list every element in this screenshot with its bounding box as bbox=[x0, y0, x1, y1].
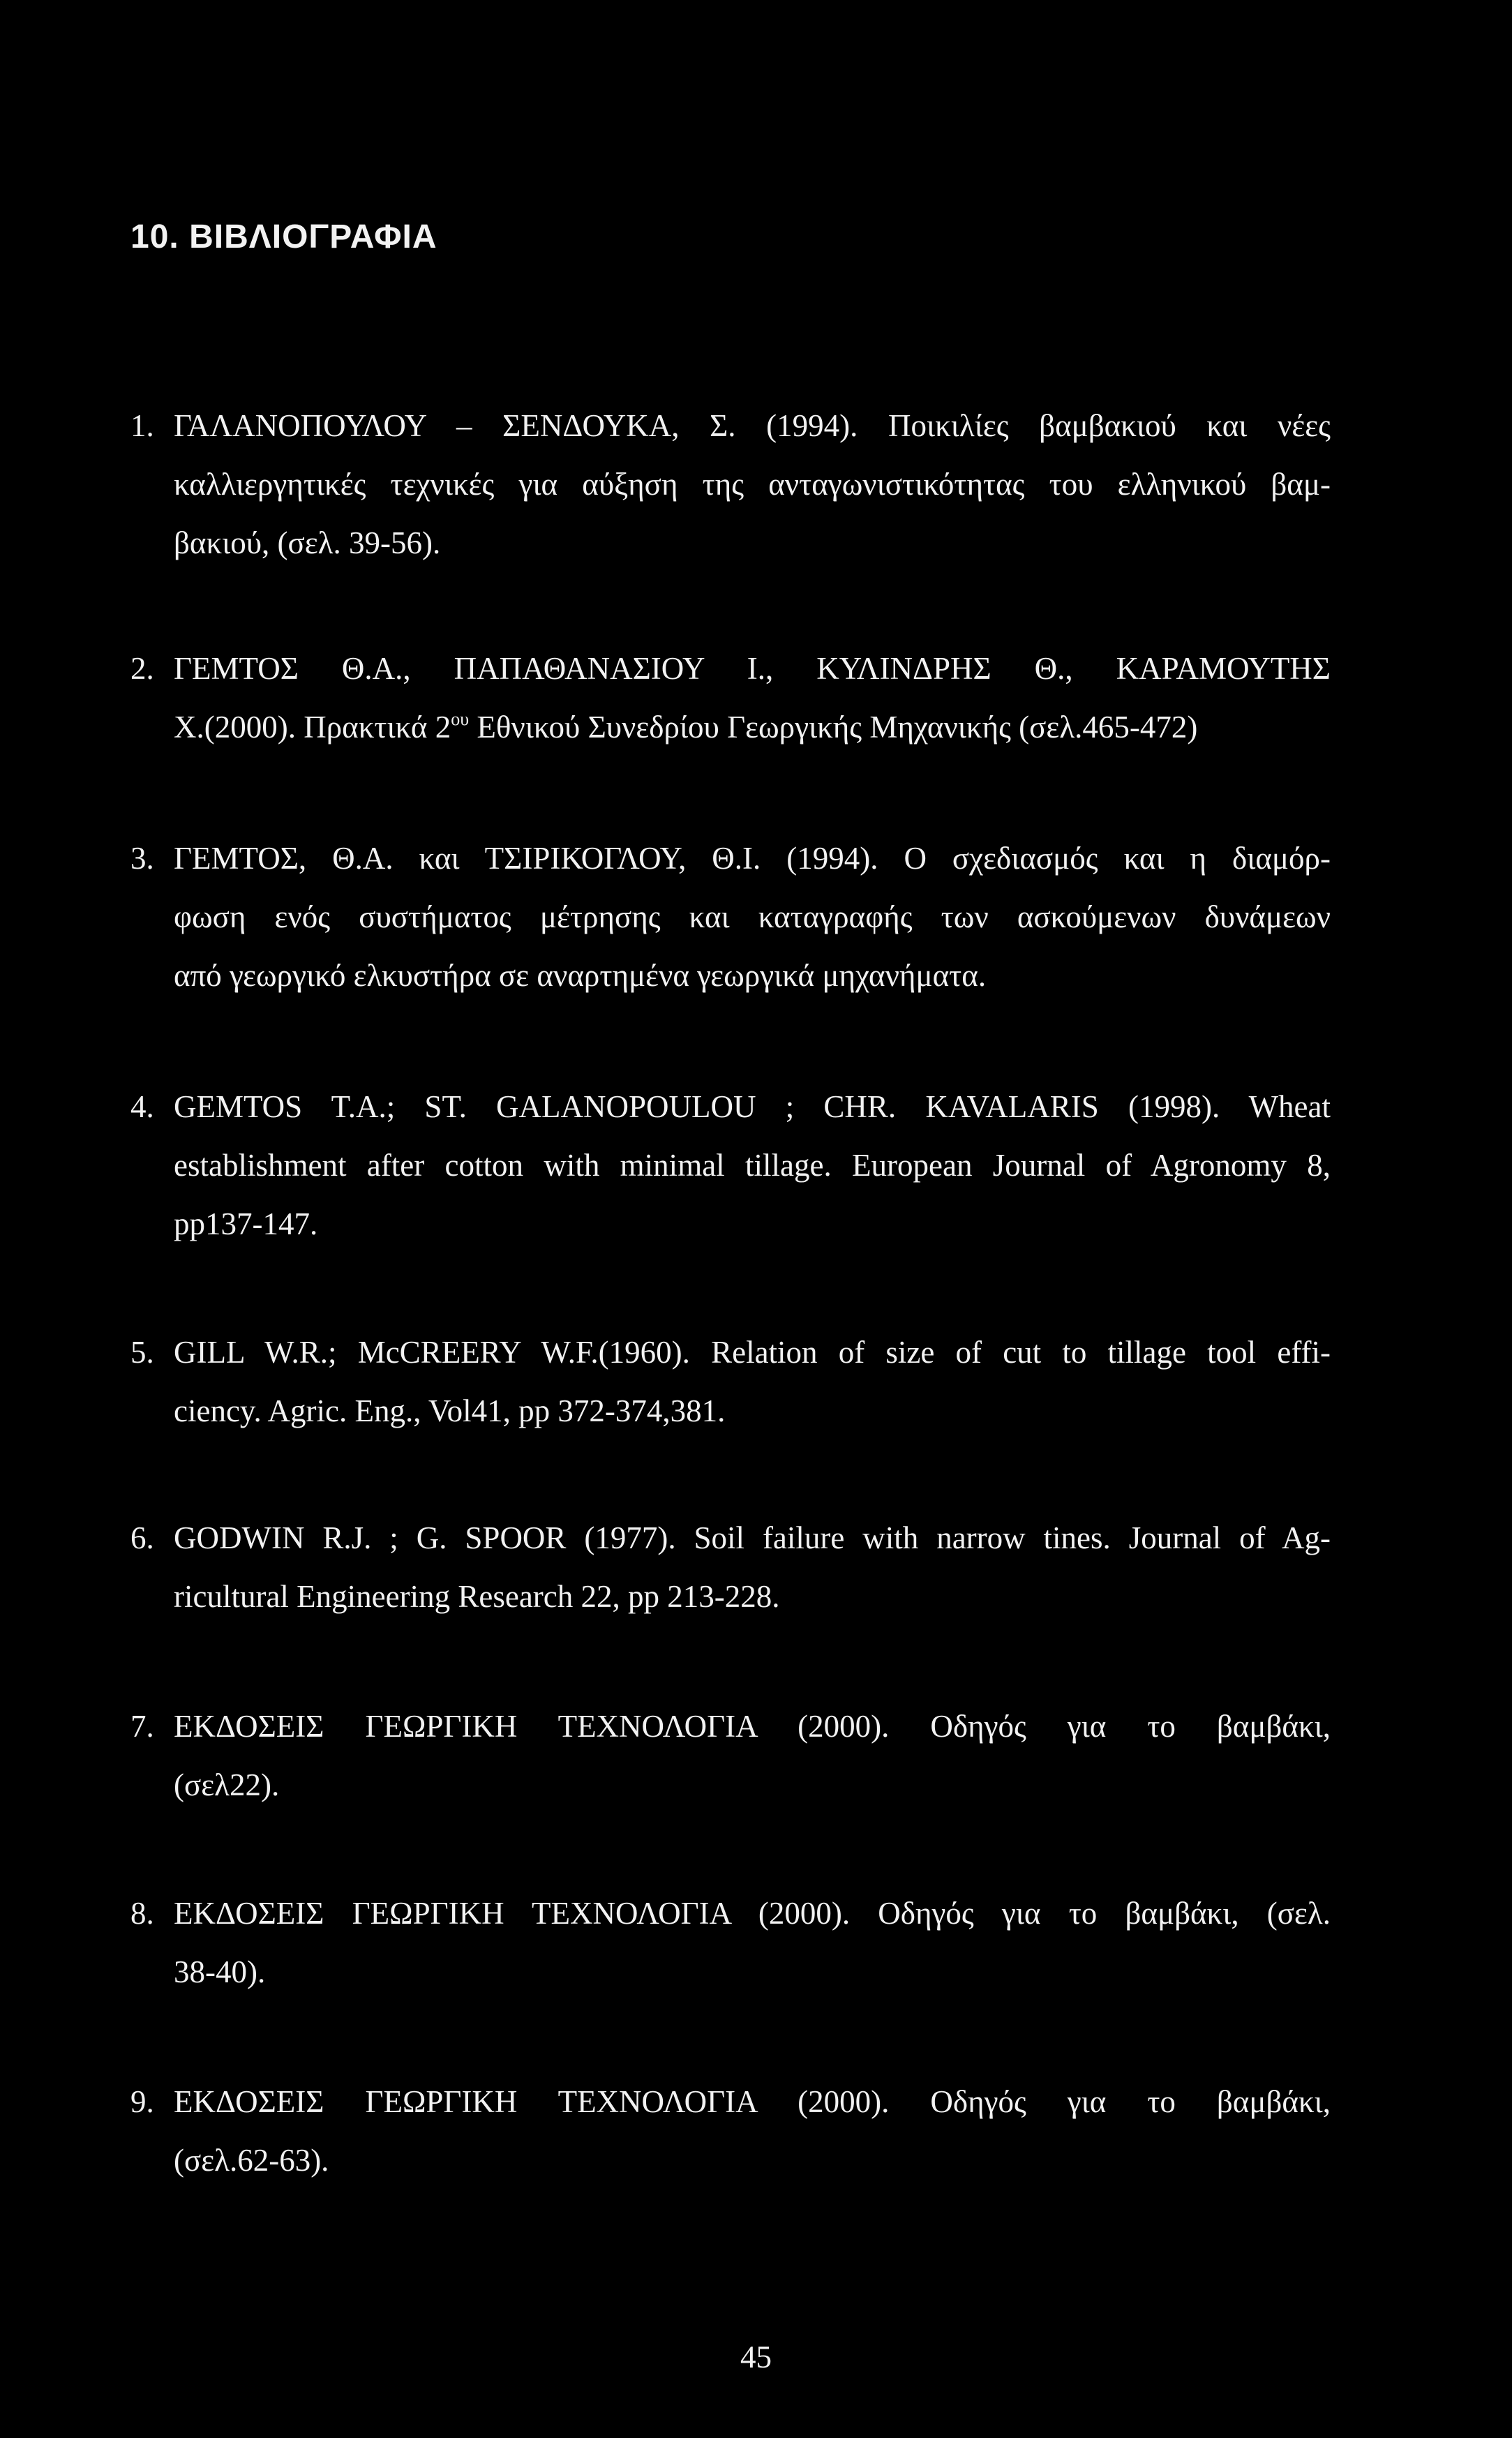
reference-line: βακιού, (σελ. 39-56). bbox=[174, 525, 441, 560]
reference-line: ciency. Agric. Eng., Vol41, pp 372-374,381. bbox=[174, 1393, 726, 1428]
reference-item bbox=[130, 2072, 1331, 2190]
reference-line-part: Εθνικού Συνεδρίου Γεωργικής Μηχανικής (σελ.465-472) bbox=[469, 710, 1198, 745]
reference-item bbox=[130, 829, 1331, 1005]
reference-number: 4. bbox=[130, 1089, 154, 1124]
reference-number: 1. bbox=[130, 408, 154, 443]
reference-line: GODWIN R.J. ; G. SPOOR (1977). Soil failure with narrow tines. Journal of Ag- bbox=[174, 1520, 1331, 1555]
reference-number: 5. bbox=[130, 1335, 154, 1370]
superscript-ordinal: ου bbox=[451, 709, 470, 729]
reference-line: ΓΕΜΤΟΣ Θ.Α., ΠΑΠΑΘΑΝΑΣΙΟΥ Ι., ΚΥΛΙΝΔΡΗΣ Θ., ΚΑΡΑΜΟΥΤΗΣ bbox=[174, 651, 1331, 686]
reference-number: 3. bbox=[130, 841, 154, 876]
reference-line: ricultural Engineering Research 22, pp 213-228. bbox=[174, 1579, 780, 1614]
reference-item bbox=[130, 1884, 1331, 2001]
section-heading: 10. ΒΙΒΛΙΟΓΡΑΦΙΑ bbox=[130, 218, 437, 255]
reference-text bbox=[174, 1323, 1331, 1440]
reference-item bbox=[130, 1077, 1331, 1253]
reference-number: 2. bbox=[130, 651, 154, 686]
reference-line: pp137-147. bbox=[174, 1206, 318, 1241]
reference-line: (σελ22). bbox=[174, 1767, 280, 1802]
reference-item bbox=[130, 639, 1331, 756]
reference-line: ΕΚΔΟΣΕΙΣ ΓΕΩΡΓΙΚΗ ΤΕΧΝΟΛΟΓΙΑ (2000). Οδηγός για το βαμβάκι, (σελ. bbox=[174, 1896, 1331, 1931]
reference-line: ΓΕΜΤΟΣ, Θ.Α. και ΤΣΙΡΙΚΟΓΛΟΥ, Θ.Ι. (1994). Ο σχεδιασμός και η διαμόρ- bbox=[174, 841, 1331, 876]
reference-number: 7. bbox=[130, 1709, 154, 1744]
reference-item bbox=[130, 1509, 1331, 1626]
reference-number: 9. bbox=[130, 2084, 154, 2119]
reference-line: GEMTOS T.A.; ST. GALANOPOULOU ; CHR. KAVALARIS (1998). Wheat bbox=[174, 1089, 1331, 1124]
reference-text bbox=[174, 396, 1331, 572]
reference-line: ΕΚΔΟΣΕΙΣ ΓΕΩΡΓΙΚΗ ΤΕΧΝΟΛΟΓΙΑ (2000). Οδηγός για το βαμβάκι, bbox=[174, 2084, 1331, 2119]
reference-line: (σελ.62-63). bbox=[174, 2143, 329, 2178]
reference-line: GILL W.R.; McCREERY W.F.(1960). Relation of size of cut to tillage tool effi- bbox=[174, 1335, 1331, 1370]
reference-text bbox=[174, 1077, 1331, 1253]
reference-line: ΕΚΔΟΣΕΙΣ ΓΕΩΡΓΙΚΗ ΤΕΧΝΟΛΟΓΙΑ (2000). Οδηγός για το βαμβάκι, bbox=[174, 1709, 1331, 1744]
reference-text bbox=[174, 639, 1331, 756]
reference-number: 8. bbox=[130, 1896, 154, 1931]
reference-text bbox=[174, 1509, 1331, 1626]
reference-text bbox=[174, 2072, 1331, 2190]
reference-item bbox=[130, 396, 1331, 572]
reference-item bbox=[130, 1697, 1331, 1814]
reference-line: ΓΑΛΑΝΟΠΟΥΛΟΥ – ΣΕΝΔΟΥΚΑ, Σ. (1994). Ποικιλίες βαμβακιού και νέες bbox=[174, 408, 1331, 443]
reference-line: από γεωργικό ελκυστήρα σε αναρτημένα γεωργικά μηχανήματα. bbox=[174, 958, 987, 993]
page-number: 45 bbox=[740, 2340, 772, 2375]
reference-line: 38-40). bbox=[174, 1954, 266, 1989]
reference-text bbox=[174, 1697, 1331, 1814]
reference-text bbox=[174, 1884, 1331, 2001]
reference-line: καλλιεργητικές τεχνικές για αύξηση της ανταγωνιστικότητας του ελληνικού βαμ- bbox=[174, 467, 1331, 502]
reference-item bbox=[130, 1323, 1331, 1440]
reference-line: establishment after cotton with minimal tillage. European Journal of Agronomy 8, bbox=[174, 1148, 1331, 1183]
reference-line bbox=[174, 698, 1331, 756]
reference-line-part: Χ.(2000). Πρακτικά 2 bbox=[174, 710, 451, 745]
reference-text bbox=[174, 829, 1331, 1005]
reference-number: 6. bbox=[130, 1520, 154, 1555]
reference-line: φωση ενός συστήματος μέτρησης και καταγραφής των ασκούμενων δυνάμεων bbox=[174, 899, 1331, 934]
